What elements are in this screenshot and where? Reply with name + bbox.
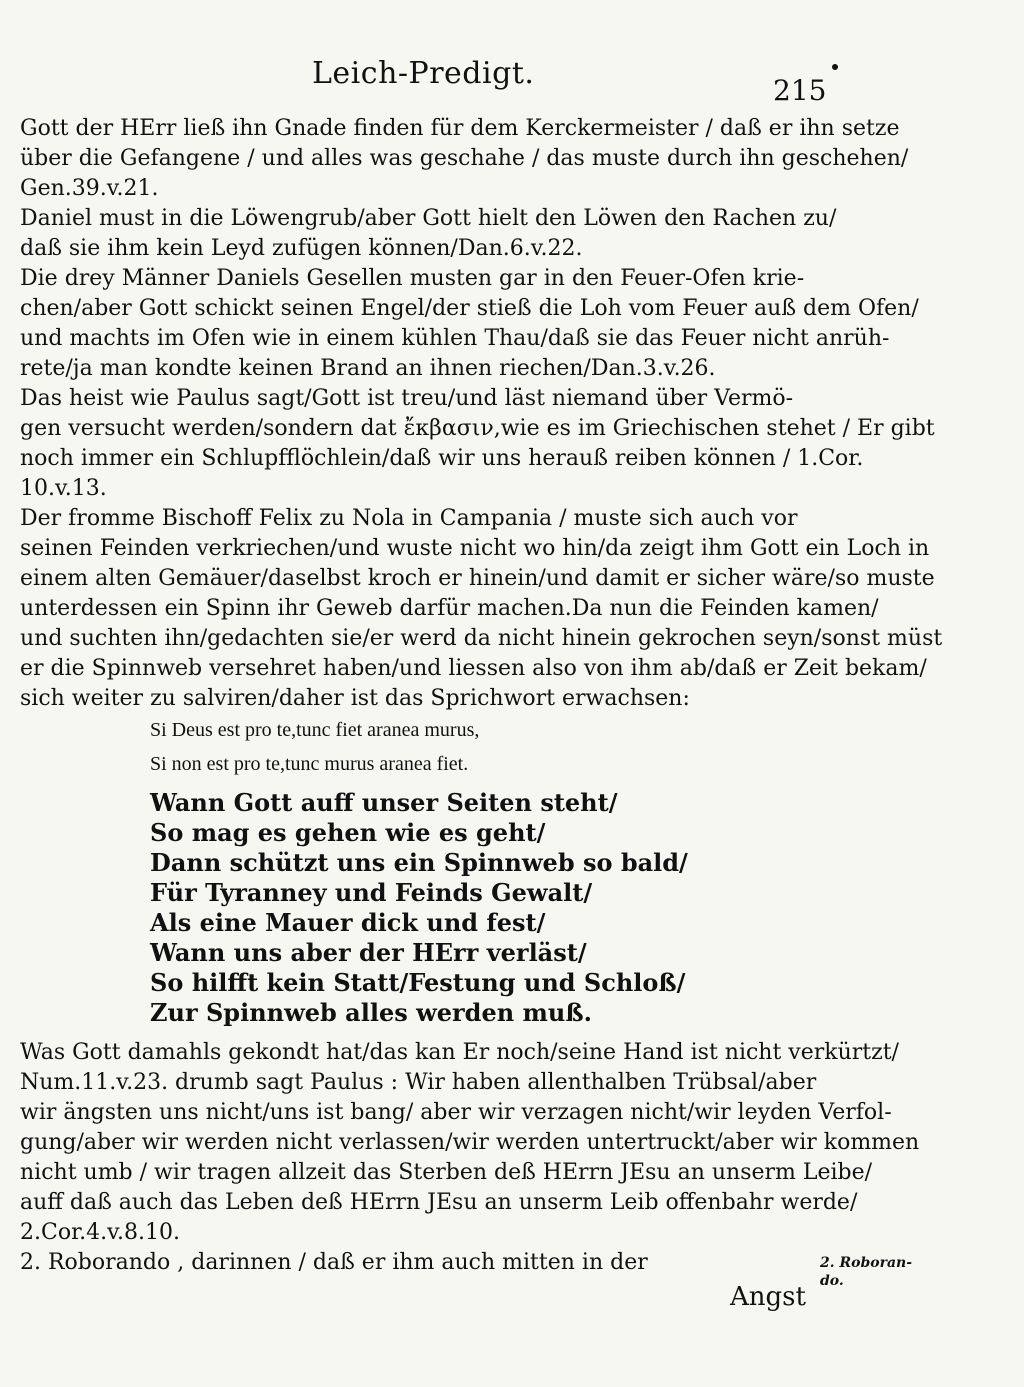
closing-text-line: auff daß auch das Leben deß HErrn JEsu an unserm Leib offenbahr werde/	[20, 1190, 858, 1215]
german-verse-line: So hilfft kein Statt/Festung und Schloß/	[150, 968, 686, 997]
german-verse-line: So mag es gehen wie es geht/	[150, 818, 546, 847]
german-verse-line: Wann uns aber der HErr verläst/	[150, 938, 587, 967]
body-text-line: über die Gefangene / und alles was geschahe / das muste durch ihn geschehen/	[20, 146, 909, 171]
catchword: Angst	[730, 1282, 806, 1312]
body-text-line: rete/ja man kondte keinen Brand an ihnen riechen/Dan.3.v.26.	[20, 356, 716, 381]
body-text-line: Gen.39.v.21.	[20, 176, 159, 201]
body-text-line: Gott der HErr ließ ihn Gnade finden für dem Kerckermeister / daß er ihn setze	[20, 116, 900, 141]
closing-text-line: gung/aber wir werden nicht verlassen/wir werden untertruckt/aber wir kommen	[20, 1130, 920, 1155]
page-number: 215	[773, 74, 827, 107]
body-text-line: seinen Feinden verkriechen/und wuste nicht wo hin/da zeigt ihm Gott ein Loch in	[20, 536, 930, 561]
page-mark	[832, 64, 838, 70]
body-text-line: Das heist wie Paulus sagt/Gott ist treu/und läst niemand über Vermö-	[20, 386, 794, 411]
latin-verse-line: Si Deus est pro te,tunc fiet aranea murus,	[150, 719, 480, 741]
body-text-line: und suchten ihn/gedachten sie/er werd da nicht hinein gekrochen seyn/sonst müst	[20, 626, 943, 651]
margin-note-line: do.	[820, 1273, 844, 1289]
closing-text-line: wir ängsten uns nicht/uns ist bang/ aber wir verzagen nicht/wir leyden Verfol-	[20, 1100, 892, 1125]
closing-text-line: 2.Cor.4.v.8.10.	[20, 1220, 180, 1245]
running-header-title: Leich-Predigt.	[312, 56, 535, 91]
body-text-line: unterdessen ein Spinn ihr Geweb darfür machen.Da nun die Feinden kamen/	[20, 596, 879, 621]
closing-text-line: Num.11.v.23. drumb sagt Paulus : Wir haben allenthalben Trübsal/aber	[20, 1070, 817, 1095]
german-verse-line: Für Tyranney und Feinds Gewalt/	[150, 878, 593, 907]
closing-text-line: nicht umb / wir tragen allzeit das Sterben deß HErrn JEsu an unserm Leibe/	[20, 1160, 873, 1185]
body-text-line: 10.v.13.	[20, 476, 107, 501]
body-text-line: gen versucht werden/sondern dat ἔκβασιν,wie es im Griechischen stehet / Er gibt	[20, 416, 935, 441]
body-text-line: Daniel must in die Löwengrub/aber Gott hielt den Löwen den Rachen zu/	[20, 206, 837, 231]
body-text-line: er die Spinnweb versehret haben/und liessen also von ihm ab/daß er Zeit bekam/	[20, 656, 927, 681]
german-verse-line: Wann Gott auff unser Seiten steht/	[150, 788, 618, 817]
body-text-line: chen/aber Gott schickt seinen Engel/der stieß die Loh vom Feuer auß dem Ofen/	[20, 296, 919, 321]
body-text-line: sich weiter zu salviren/daher ist das Sprichwort erwachsen:	[20, 686, 690, 711]
body-text-line: einem alten Gemäuer/daselbst kroch er hinein/und damit er sicher wäre/so muste	[20, 566, 935, 591]
margin-note-line: 2. Roboran-	[820, 1255, 913, 1271]
body-text-line: und machts im Ofen wie in einem kühlen Thau/daß sie das Feuer nicht anrüh-	[20, 326, 890, 351]
closing-text-line: Was Gott damahls gekondt hat/das kan Er noch/seine Hand ist nicht verkürtzt/	[20, 1040, 899, 1065]
final-text-line: 2. Roborando , darinnen / daß er ihm auch mitten in der	[20, 1250, 648, 1275]
body-text-line: Die drey Männer Daniels Gesellen musten gar in den Feuer-Ofen krie-	[20, 266, 805, 291]
german-verse-line: Als eine Mauer dick und fest/	[150, 908, 546, 937]
latin-verse-line: Si non est pro te,tunc murus aranea fiet.	[150, 753, 469, 775]
german-verse-line: Dann schützt uns ein Spinnweb so bald/	[150, 848, 688, 877]
body-text-line: Der fromme Bischoff Felix zu Nola in Campania / muste sich auch vor	[20, 506, 798, 531]
german-verse-line: Zur Spinnweb alles werden muß.	[150, 998, 592, 1027]
body-text-line: noch immer ein Schlupfflöchlein/daß wir uns herauß reiben können / 1.Cor.	[20, 446, 864, 471]
body-text-line: daß sie ihm kein Leyd zufügen können/Dan.6.v.22.	[20, 236, 583, 261]
